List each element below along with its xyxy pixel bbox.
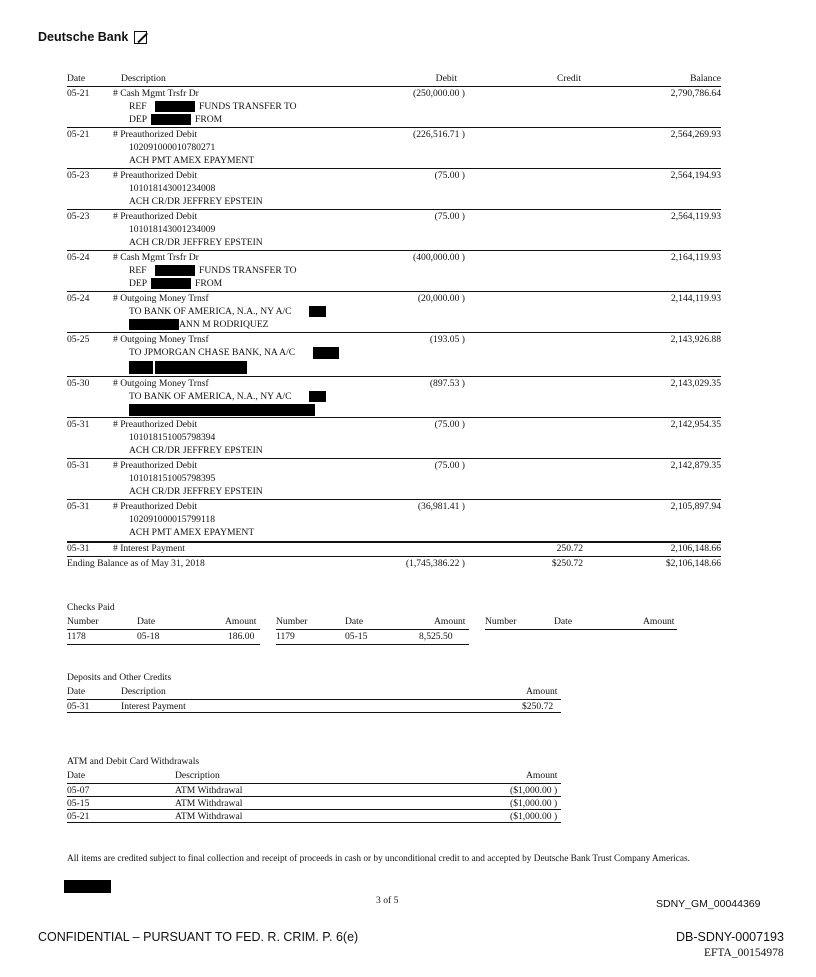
table-row bbox=[67, 210, 721, 251]
header-amount: Amount bbox=[526, 770, 558, 781]
row-detail: FUNDS TRANSFER TO bbox=[199, 265, 297, 276]
divider bbox=[67, 699, 561, 700]
row-date: 05-24 bbox=[67, 252, 90, 263]
row-ref-label: REF bbox=[129, 101, 147, 112]
redaction-box bbox=[155, 361, 247, 374]
row-dep-label: DEP bbox=[129, 114, 148, 125]
redaction-box bbox=[129, 404, 177, 416]
deposit-description: Interest Payment bbox=[121, 701, 186, 712]
row-date: 05-31 bbox=[67, 419, 90, 430]
section-title: Checks Paid bbox=[67, 602, 115, 613]
table-row bbox=[67, 377, 721, 418]
header-amount: Amount bbox=[643, 616, 675, 627]
ending-credit-total: $250.72 bbox=[551, 558, 583, 569]
ending-debit-total: (1,745,386.22 ) bbox=[405, 558, 465, 569]
divider bbox=[67, 796, 561, 797]
redaction-box bbox=[129, 319, 179, 330]
check-amount: 8,525.50 bbox=[419, 631, 453, 642]
row-debit: (250,000.00 ) bbox=[413, 88, 465, 99]
row-balance: 2,144,119.93 bbox=[670, 293, 721, 304]
row-description: # Outgoing Money Trnsf bbox=[113, 293, 209, 304]
redaction-box bbox=[129, 361, 153, 374]
table-row bbox=[67, 87, 721, 128]
header-date: Date bbox=[67, 686, 86, 697]
row-balance: 2,105,897.94 bbox=[670, 501, 721, 512]
row-dep-label: DEP bbox=[129, 278, 148, 289]
header-amount: Amount bbox=[434, 616, 466, 627]
row-description: # Preauthorized Debit bbox=[113, 170, 198, 181]
ending-balance-row bbox=[67, 557, 721, 571]
atm-description: ATM Withdrawal bbox=[175, 798, 243, 809]
row-date: 05-30 bbox=[67, 378, 90, 389]
header-amount: Amount bbox=[526, 686, 558, 697]
header-date: Date bbox=[345, 616, 364, 627]
divider bbox=[276, 629, 469, 630]
row-detail: 101018143001234008 bbox=[129, 183, 216, 194]
row-balance: 2,142,954.35 bbox=[670, 419, 721, 430]
check-number: 1178 bbox=[67, 631, 86, 642]
redaction-box bbox=[313, 347, 339, 359]
header-description: Description bbox=[121, 686, 166, 697]
section-title: Deposits and Other Credits bbox=[67, 672, 172, 683]
divider bbox=[67, 712, 561, 713]
row-debit: (75.00 ) bbox=[434, 419, 465, 430]
row-ref-label: REF bbox=[129, 265, 147, 276]
collection-notice: All items are credited subject to final collection and receipt of proceeds in cash or by unconditional credit to and accepted by Deutsche Bank Trust Company Americas. bbox=[67, 854, 690, 864]
atm-withdrawals-table bbox=[67, 756, 569, 826]
deposit-date: 05-31 bbox=[67, 701, 90, 712]
redaction-box bbox=[155, 265, 195, 276]
row-description: # Preauthorized Debit bbox=[113, 129, 198, 140]
atm-description: ATM Withdrawal bbox=[175, 785, 243, 796]
header-number: Number bbox=[67, 616, 99, 627]
table-row bbox=[67, 542, 721, 557]
redaction-box bbox=[309, 306, 326, 317]
row-debit: (75.00 ) bbox=[434, 211, 465, 222]
header-number: Number bbox=[485, 616, 517, 627]
atm-description: ATM Withdrawal bbox=[175, 811, 243, 822]
row-balance: 2,564,194.93 bbox=[670, 170, 721, 181]
row-debit: (75.00 ) bbox=[434, 170, 465, 181]
row-date: 05-21 bbox=[67, 88, 90, 99]
redaction-box bbox=[177, 404, 315, 416]
row-debit: (226,516.71 ) bbox=[413, 129, 465, 140]
row-description: # Cash Mgmt Trsfr Dr bbox=[113, 88, 199, 99]
header-description: Description bbox=[121, 73, 166, 84]
header-amount: Amount bbox=[225, 616, 257, 627]
deposits-table bbox=[67, 672, 563, 714]
row-debit: (36,981.41 ) bbox=[417, 501, 465, 512]
bank-logo bbox=[38, 30, 147, 44]
ending-balance-total: $2,106,148.66 bbox=[665, 558, 721, 569]
row-detail: FUNDS TRANSFER TO bbox=[199, 101, 297, 112]
row-detail: 101018151005798394 bbox=[129, 432, 216, 443]
row-detail: TO BANK OF AMERICA, N.A., NY A/C bbox=[129, 306, 292, 317]
row-description: # Interest Payment bbox=[113, 543, 185, 554]
row-balance: 2,142,879.35 bbox=[670, 460, 721, 471]
table-row bbox=[67, 418, 721, 459]
row-debit: (75.00 ) bbox=[434, 460, 465, 471]
header-debit: Debit bbox=[435, 73, 457, 84]
row-date: 05-25 bbox=[67, 334, 90, 345]
row-detail: ACH PMT AMEX EPAYMENT bbox=[129, 155, 255, 166]
ending-balance-label: Ending Balance as of May 31, 2018 bbox=[67, 558, 205, 569]
row-detail: 101018151005798395 bbox=[129, 473, 216, 484]
divider bbox=[67, 822, 561, 823]
row-balance: 2,143,029.35 bbox=[670, 378, 721, 389]
divider bbox=[485, 629, 677, 630]
atm-date: 05-21 bbox=[67, 811, 90, 822]
row-debit: (20,000.00 ) bbox=[417, 293, 465, 304]
table-row bbox=[67, 333, 721, 377]
row-description: # Preauthorized Debit bbox=[113, 460, 198, 471]
row-date: 05-24 bbox=[67, 293, 90, 304]
row-balance: 2,106,148.66 bbox=[670, 543, 721, 554]
row-credit: 250.72 bbox=[556, 543, 583, 554]
table-row bbox=[67, 251, 721, 292]
row-detail: 102091000010780271 bbox=[129, 142, 216, 153]
header-date: Date bbox=[554, 616, 573, 627]
table-row bbox=[67, 128, 721, 169]
row-description: # Outgoing Money Trnsf bbox=[113, 334, 209, 345]
transactions-table bbox=[67, 72, 721, 571]
row-detail: TO JPMORGAN CHASE BANK, NA A/C bbox=[129, 347, 296, 358]
page-number: 3 of 5 bbox=[376, 895, 399, 906]
row-detail: FROM bbox=[195, 278, 223, 289]
row-description: # Preauthorized Debit bbox=[113, 501, 198, 512]
row-detail: FROM bbox=[195, 114, 223, 125]
table-row bbox=[67, 169, 721, 210]
row-date: 05-21 bbox=[67, 129, 90, 140]
deposit-amount: $250.72 bbox=[522, 701, 554, 712]
checks-paid-table bbox=[67, 602, 679, 650]
row-debit: (897.53 ) bbox=[429, 378, 465, 389]
bank-name: Deutsche Bank bbox=[38, 30, 129, 44]
check-date: 05-18 bbox=[137, 631, 160, 642]
header-balance: Balance bbox=[690, 73, 721, 84]
header-number: Number bbox=[276, 616, 308, 627]
row-detail: ACH CR/DR JEFFREY EPSTEIN bbox=[129, 486, 263, 497]
row-detail: TO BANK OF AMERICA, N.A., NY A/C bbox=[129, 391, 292, 402]
atm-amount: ($1,000.00 ) bbox=[510, 785, 558, 796]
header-date: Date bbox=[137, 616, 156, 627]
row-balance: 2,790,786.64 bbox=[670, 88, 721, 99]
check-amount: 186.00 bbox=[228, 631, 255, 642]
row-description: # Preauthorized Debit bbox=[113, 211, 198, 222]
divider bbox=[67, 629, 260, 630]
redaction-box bbox=[309, 391, 326, 402]
atm-date: 05-15 bbox=[67, 798, 90, 809]
row-balance: 2,564,269.93 bbox=[670, 129, 721, 140]
check-date: 05-15 bbox=[345, 631, 368, 642]
redaction-box bbox=[155, 101, 195, 112]
row-description: # Outgoing Money Trnsf bbox=[113, 378, 209, 389]
divider bbox=[67, 809, 561, 810]
row-detail: ACH CR/DR JEFFREY EPSTEIN bbox=[129, 237, 263, 248]
atm-amount: ($1,000.00 ) bbox=[510, 798, 558, 809]
row-date: 05-31 bbox=[67, 501, 90, 512]
row-balance: 2,143,926.88 bbox=[670, 334, 721, 345]
redaction-box bbox=[151, 278, 191, 289]
redaction-box bbox=[64, 880, 111, 893]
row-date: 05-23 bbox=[67, 170, 90, 181]
row-date: 05-31 bbox=[67, 543, 90, 554]
row-date: 05-31 bbox=[67, 460, 90, 471]
row-balance: 2,164,119.93 bbox=[670, 252, 721, 263]
check-number: 1179 bbox=[276, 631, 295, 642]
atm-amount: ($1,000.00 ) bbox=[510, 811, 558, 822]
header-date: Date bbox=[67, 770, 86, 781]
header-date: Date bbox=[67, 73, 86, 84]
row-detail: ACH CR/DR JEFFREY EPSTEIN bbox=[129, 196, 263, 207]
row-balance: 2,564,119.93 bbox=[670, 211, 721, 222]
divider bbox=[67, 783, 561, 784]
divider bbox=[67, 644, 260, 645]
table-row bbox=[67, 459, 721, 500]
row-debit: (400,000.00 ) bbox=[413, 252, 465, 263]
header-description: Description bbox=[175, 770, 220, 781]
header-credit: Credit bbox=[557, 73, 581, 84]
table-row bbox=[67, 500, 721, 542]
bates-efta: EFTA_00154978 bbox=[704, 947, 784, 959]
table-row bbox=[67, 292, 721, 333]
transactions-header bbox=[67, 72, 721, 87]
row-detail: 101018143001234009 bbox=[129, 224, 216, 235]
row-detail: ANN M RODRIQUEZ bbox=[179, 319, 269, 330]
redaction-box bbox=[151, 114, 191, 125]
bates-sdny-gm: SDNY_GM_00044369 bbox=[656, 898, 761, 910]
atm-date: 05-07 bbox=[67, 785, 90, 796]
row-debit: (193.05 ) bbox=[429, 334, 465, 345]
row-description: # Preauthorized Debit bbox=[113, 419, 198, 430]
row-detail: ACH CR/DR JEFFREY EPSTEIN bbox=[129, 445, 263, 456]
divider bbox=[276, 644, 469, 645]
row-description: # Cash Mgmt Trsfr Dr bbox=[113, 252, 199, 263]
row-detail: ACH PMT AMEX EPAYMENT bbox=[129, 527, 255, 538]
bates-db-sdny: DB-SDNY-0007193 bbox=[676, 930, 784, 944]
row-detail: 102091000015799118 bbox=[129, 514, 215, 525]
section-title: ATM and Debit Card Withdrawals bbox=[67, 756, 200, 767]
confidentiality-notice: CONFIDENTIAL – PURSUANT TO FED. R. CRIM. P. 6(e) bbox=[38, 930, 359, 944]
deutsche-bank-slash-icon bbox=[134, 31, 147, 44]
row-date: 05-23 bbox=[67, 211, 90, 222]
